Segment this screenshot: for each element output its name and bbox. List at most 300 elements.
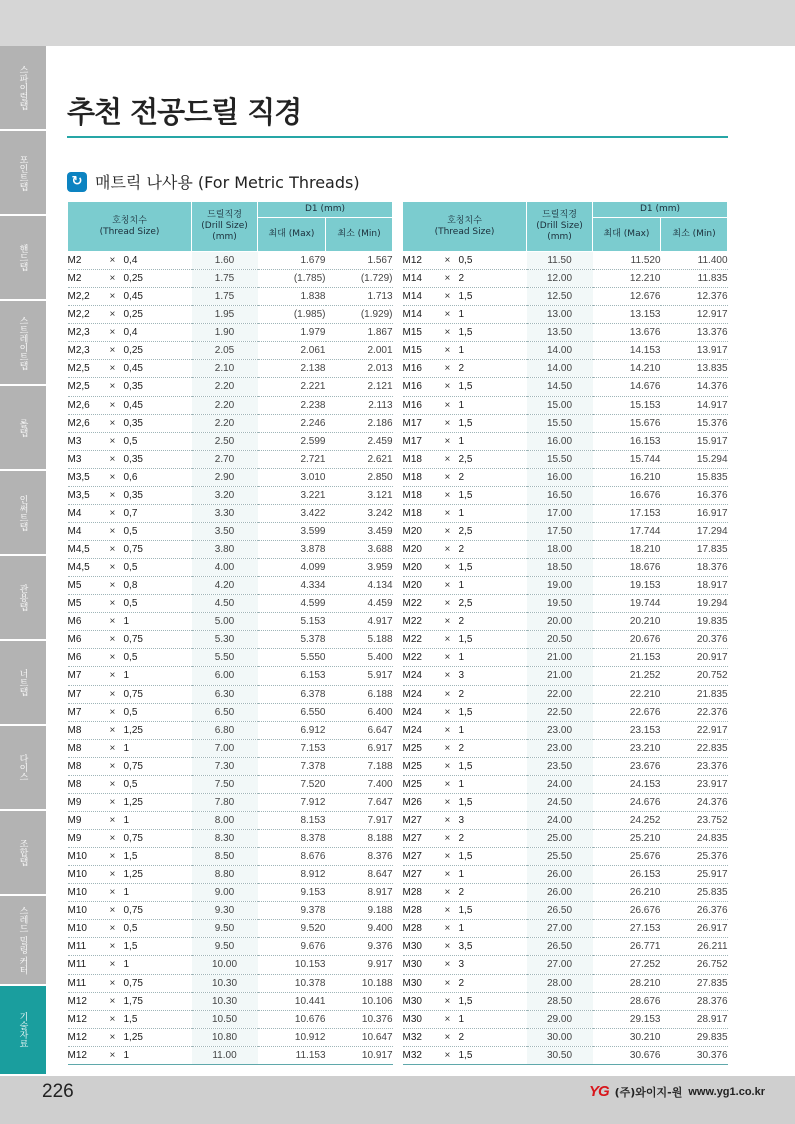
header-thread-size: 호칭치수 (Thread Size) (403, 202, 527, 252)
thread-size-cell (403, 414, 527, 432)
table-row (403, 1028, 728, 1046)
d1-max-cell: 13.676 (593, 324, 661, 342)
d1-min-cell: 19.835 (661, 613, 728, 631)
thread-diameter: M24 (402, 706, 422, 718)
table-row (68, 306, 393, 324)
table-row (68, 468, 393, 486)
table-row (68, 613, 393, 631)
thread-diameter: M7 (67, 706, 82, 718)
drill-size-cell: 15.50 (527, 450, 593, 468)
table-row (403, 793, 728, 811)
times-symbol: × (109, 598, 116, 610)
thread-pitch: 1,5 (458, 291, 473, 303)
thread-diameter: M25 (402, 760, 422, 772)
side-tab-point[interactable] (0, 131, 46, 216)
table-row (68, 811, 393, 829)
thread-pitch: 1,5 (458, 562, 473, 574)
times-symbol: × (109, 959, 116, 971)
thread-size-cell (68, 342, 192, 360)
d1-max-cell: 2.721 (258, 450, 326, 468)
times-symbol: × (444, 652, 451, 664)
thread-size-cell (68, 468, 192, 486)
thread-size-cell (403, 685, 527, 703)
d1-max-cell: 14.153 (593, 342, 661, 360)
d1-max-cell: 25.676 (593, 848, 661, 866)
times-symbol: × (444, 309, 451, 321)
d1-max-cell: 23.676 (593, 757, 661, 775)
table-row (68, 1046, 393, 1064)
d1-min-cell: 24.835 (661, 830, 728, 848)
thread-pitch: 0,5 (458, 255, 473, 267)
d1-max-cell: 2.221 (258, 378, 326, 396)
d1-max-cell: 16.210 (593, 468, 661, 486)
thread-pitch: 1 (458, 345, 465, 357)
drill-size-cell: 15.50 (527, 414, 593, 432)
drill-size-cell: 6.30 (192, 685, 258, 703)
side-tab-thread-mill[interactable] (0, 896, 46, 986)
thread-pitch: 1,5 (123, 941, 138, 953)
d1-min-cell: 12.917 (661, 306, 728, 324)
side-tab-combination[interactable] (0, 811, 46, 896)
d1-min-cell: 10.188 (326, 974, 393, 992)
thread-pitch: 1,5 (458, 489, 473, 501)
thread-size-cell (68, 360, 192, 378)
d1-min-cell: 25.835 (661, 884, 728, 902)
table-row (68, 342, 393, 360)
d1-max-cell: 3.422 (258, 504, 326, 522)
thread-pitch: 2,5 (458, 453, 473, 465)
thread-diameter: M6 (67, 634, 82, 646)
times-symbol: × (444, 399, 451, 411)
page-title: 추천 전공드릴 직경 (67, 95, 302, 129)
drill-size-cell: 28.00 (527, 974, 593, 992)
d1-min-cell: 16.376 (661, 486, 728, 504)
thread-size-cell (403, 775, 527, 793)
thread-pitch: 2 (458, 688, 465, 700)
drill-size-cell: 2.50 (192, 432, 258, 450)
d1-min-cell: 24.376 (661, 793, 728, 811)
thread-size-cell (68, 848, 192, 866)
times-symbol: × (444, 869, 451, 881)
thread-pitch: 1 (458, 652, 465, 664)
thread-diameter: M30 (402, 959, 422, 971)
d1-max-cell: 12.676 (593, 288, 661, 306)
thread-pitch: 2 (458, 833, 465, 845)
side-tab-nut[interactable] (0, 641, 46, 726)
table-row (403, 775, 728, 793)
times-symbol: × (109, 616, 116, 628)
thread-pitch: 1 (458, 923, 465, 935)
thread-diameter: M4,5 (67, 544, 90, 556)
drill-size-cell: 27.00 (527, 956, 593, 974)
drill-size-cell: 8.50 (192, 848, 258, 866)
d1-max-cell: 10.378 (258, 974, 326, 992)
thread-size-cell (403, 613, 527, 631)
times-symbol: × (444, 327, 451, 339)
d1-max-cell: 26.153 (593, 866, 661, 884)
d1-min-cell: 18.917 (661, 577, 728, 595)
drill-size-cell: 23.00 (527, 739, 593, 757)
thread-size-cell (68, 306, 192, 324)
times-symbol: × (109, 634, 116, 646)
d1-max-cell: 26.210 (593, 884, 661, 902)
d1-max-cell: 22.676 (593, 703, 661, 721)
drill-size-cell: 4.00 (192, 559, 258, 577)
thread-diameter: M20 (402, 562, 422, 574)
table-row (403, 595, 728, 613)
company-url[interactable]: www.yg1.co.kr (688, 1085, 765, 1098)
thread-size-cell (403, 739, 527, 757)
times-symbol: × (444, 471, 451, 483)
table-row (68, 360, 393, 378)
drill-size-cell: 18.50 (527, 559, 593, 577)
d1-max-cell: 15.676 (593, 414, 661, 432)
drill-size-cell: 9.50 (192, 938, 258, 956)
d1-min-cell: 13.376 (661, 324, 728, 342)
times-symbol: × (109, 580, 116, 592)
thread-size-cell (68, 577, 192, 595)
drill-size-cell: 9.50 (192, 920, 258, 938)
drill-size-cell: 17.50 (527, 522, 593, 540)
thread-pitch: 0,25 (123, 345, 143, 357)
d1-min-cell: 11.400 (661, 252, 728, 270)
drill-size-cell: 8.00 (192, 811, 258, 829)
table-row (403, 522, 728, 540)
d1-min-cell: 15.376 (661, 414, 728, 432)
thread-size-cell (68, 522, 192, 540)
d1-max-cell: 26.676 (593, 902, 661, 920)
table-row (403, 541, 728, 559)
thread-diameter: M10 (67, 887, 87, 899)
thread-diameter: M25 (402, 742, 422, 754)
section-title: 매트릭 나사용 (For Metric Threads) (95, 173, 360, 192)
thread-diameter: M22 (402, 616, 422, 628)
times-symbol: × (444, 255, 451, 267)
drill-size-cell: 5.50 (192, 649, 258, 667)
brand-footer (589, 1083, 765, 1100)
thread-size-cell (68, 811, 192, 829)
thread-diameter: M4 (67, 507, 82, 519)
thread-size-cell (68, 739, 192, 757)
thread-diameter: M28 (402, 905, 422, 917)
thread-size-cell (403, 468, 527, 486)
thread-size-cell (68, 450, 192, 468)
side-tab-pipe[interactable] (0, 556, 46, 641)
table-row (403, 378, 728, 396)
drill-size-cell: 13.00 (527, 306, 593, 324)
thread-size-cell (68, 1010, 192, 1028)
thread-diameter: M7 (67, 670, 82, 682)
drill-size-cell: 25.50 (527, 848, 593, 866)
drill-size-cell: 16.00 (527, 432, 593, 450)
table-row (68, 396, 393, 414)
table-row (403, 902, 728, 920)
drill-size-cell: 2.20 (192, 396, 258, 414)
drill-size-cell: 22.00 (527, 685, 593, 703)
thread-diameter: M16 (402, 399, 422, 411)
drill-size-cell: 19.50 (527, 595, 593, 613)
thread-pitch: 0,45 (123, 291, 143, 303)
thread-diameter: M10 (67, 905, 87, 917)
d1-max-cell: 24.153 (593, 775, 661, 793)
header-max: 최대 (Max) (258, 218, 326, 252)
thread-size-cell (68, 396, 192, 414)
d1-min-cell: (1.729) (326, 270, 393, 288)
times-symbol: × (109, 1031, 116, 1043)
thread-pitch: 2 (458, 273, 465, 285)
thread-diameter: M14 (402, 291, 422, 303)
thread-size-cell (403, 486, 527, 504)
table-row (403, 830, 728, 848)
d1-min-cell: 3.459 (326, 522, 393, 540)
d1-max-cell: 24.252 (593, 811, 661, 829)
times-symbol: × (444, 778, 451, 790)
d1-min-cell: 2.850 (326, 468, 393, 486)
d1-max-cell: 18.676 (593, 559, 661, 577)
d1-min-cell: 23.917 (661, 775, 728, 793)
d1-max-cell: 11.153 (258, 1046, 326, 1064)
thread-diameter: M22 (402, 652, 422, 664)
d1-min-cell: 15.835 (661, 468, 728, 486)
d1-max-cell: 23.153 (593, 721, 661, 739)
thread-diameter: M18 (402, 507, 422, 519)
d1-min-cell: 1.867 (326, 324, 393, 342)
drill-size-cell: 22.50 (527, 703, 593, 721)
d1-min-cell: 27.835 (661, 974, 728, 992)
d1-max-cell: 10.441 (258, 992, 326, 1010)
side-tab-straight[interactable] (0, 301, 46, 386)
thread-size-cell (68, 938, 192, 956)
side-tab-roll[interactable] (0, 386, 46, 471)
drill-size-cell: 1.75 (192, 288, 258, 306)
table-row (68, 848, 393, 866)
thread-diameter: M24 (402, 688, 422, 700)
thread-pitch: 1,25 (123, 796, 143, 808)
d1-max-cell: 9.153 (258, 884, 326, 902)
d1-max-cell: 6.912 (258, 721, 326, 739)
times-symbol: × (444, 724, 451, 736)
thread-diameter: M24 (402, 670, 422, 682)
thread-diameter: M15 (402, 345, 422, 357)
d1-max-cell: 15.744 (593, 450, 661, 468)
table-row (68, 902, 393, 920)
times-symbol: × (109, 887, 116, 899)
thread-size-cell (68, 974, 192, 992)
thread-pitch: 3 (458, 959, 465, 971)
thread-diameter: M6 (67, 616, 82, 628)
thread-diameter: M16 (402, 381, 422, 393)
times-symbol: × (444, 1049, 451, 1061)
table-row (403, 486, 728, 504)
thread-diameter: M22 (402, 598, 422, 610)
d1-min-cell: 5.400 (326, 649, 393, 667)
d1-max-cell: (1.985) (258, 306, 326, 324)
times-symbol: × (444, 977, 451, 989)
side-tab-nav (0, 46, 46, 1076)
times-symbol: × (444, 525, 451, 537)
d1-max-cell: 7.912 (258, 793, 326, 811)
drill-size-cell: 30.00 (527, 1028, 593, 1046)
drill-size-cell: 1.60 (192, 252, 258, 270)
d1-max-cell: 8.912 (258, 866, 326, 884)
table-row (403, 920, 728, 938)
times-symbol: × (109, 273, 116, 285)
table-row (68, 577, 393, 595)
d1-max-cell: (1.785) (258, 270, 326, 288)
table-row (403, 866, 728, 884)
drill-size-cell: 12.50 (527, 288, 593, 306)
side-tab-insert[interactable] (0, 471, 46, 556)
thread-diameter: M32 (402, 1031, 422, 1043)
table-row (403, 360, 728, 378)
thread-pitch: 0,75 (123, 833, 143, 845)
times-symbol: × (109, 453, 116, 465)
thread-size-cell (68, 667, 192, 685)
thread-size-cell (68, 992, 192, 1010)
thread-pitch: 3 (458, 670, 465, 682)
thread-diameter: M16 (402, 363, 422, 375)
drill-size-cell: 7.50 (192, 775, 258, 793)
table-row (68, 504, 393, 522)
table-row (403, 992, 728, 1010)
table-row (68, 1028, 393, 1046)
table-row (68, 992, 393, 1010)
thread-diameter: M30 (402, 995, 422, 1007)
d1-max-cell: 6.550 (258, 703, 326, 721)
thread-size-cell (68, 793, 192, 811)
d1-max-cell: 18.210 (593, 541, 661, 559)
thread-size-cell (403, 757, 527, 775)
table-row (68, 721, 393, 739)
thread-size-cell (403, 992, 527, 1010)
drill-size-cell: 14.00 (527, 360, 593, 378)
times-symbol: × (109, 435, 116, 447)
d1-min-cell: 3.959 (326, 559, 393, 577)
thread-pitch: 0,45 (123, 399, 143, 411)
thread-diameter: M28 (402, 887, 422, 899)
company-logo: YG (588, 1083, 609, 1100)
times-symbol: × (109, 345, 116, 357)
times-symbol: × (444, 814, 451, 826)
table-row (403, 938, 728, 956)
thread-size-cell (403, 830, 527, 848)
times-symbol: × (109, 905, 116, 917)
thread-size-cell (68, 613, 192, 631)
thread-size-cell (403, 884, 527, 902)
d1-min-cell: 9.188 (326, 902, 393, 920)
table-row (403, 703, 728, 721)
thread-size-cell (68, 1046, 192, 1064)
thread-size-cell (68, 324, 192, 342)
thread-diameter: M18 (402, 489, 422, 501)
table-row (68, 450, 393, 468)
d1-min-cell: 6.400 (326, 703, 393, 721)
drill-size-cell: 16.50 (527, 486, 593, 504)
thread-size-cell (403, 974, 527, 992)
table-row (403, 577, 728, 595)
table-row (403, 884, 728, 902)
d1-min-cell: 7.647 (326, 793, 393, 811)
times-symbol: × (444, 634, 451, 646)
times-symbol: × (109, 381, 116, 393)
table-row (403, 396, 728, 414)
times-symbol: × (109, 327, 116, 339)
thread-size-cell (403, 360, 527, 378)
drill-size-cell: 9.00 (192, 884, 258, 902)
d1-min-cell: 8.917 (326, 884, 393, 902)
d1-max-cell: 20.210 (593, 613, 661, 631)
d1-max-cell: 16.676 (593, 486, 661, 504)
drill-size-cell: 4.20 (192, 577, 258, 595)
times-symbol: × (444, 580, 451, 592)
thread-size-cell (403, 649, 527, 667)
drill-size-cell: 1.90 (192, 324, 258, 342)
table-row (68, 830, 393, 848)
times-symbol: × (444, 381, 451, 393)
thread-diameter: M8 (67, 724, 82, 736)
thread-size-cell (403, 631, 527, 649)
thread-pitch: 0,7 (123, 507, 138, 519)
thread-pitch: 3 (458, 814, 465, 826)
d1-max-cell: 4.334 (258, 577, 326, 595)
thread-diameter: M9 (67, 833, 82, 845)
thread-diameter: M15 (402, 327, 422, 339)
d1-min-cell: 20.752 (661, 667, 728, 685)
table-row (403, 739, 728, 757)
drill-size-cell: 23.00 (527, 721, 593, 739)
drill-size-cell: 26.00 (527, 884, 593, 902)
table-row (68, 938, 393, 956)
side-tab-technical[interactable] (0, 986, 46, 1076)
thread-diameter: M22 (402, 634, 422, 646)
times-symbol: × (444, 453, 451, 465)
drill-size-table-right (402, 201, 728, 1065)
side-tab-label: 스파이럴탭 (17, 65, 28, 110)
thread-diameter: M10 (67, 869, 87, 881)
thread-pitch: 1,75 (123, 995, 143, 1007)
thread-size-cell (403, 342, 527, 360)
title-rule (67, 136, 728, 138)
drill-size-cell: 2.90 (192, 468, 258, 486)
thread-size-cell (68, 631, 192, 649)
d1-min-cell: 25.376 (661, 848, 728, 866)
thread-diameter: M12 (67, 1049, 87, 1061)
table-row (403, 667, 728, 685)
times-symbol: × (444, 363, 451, 375)
d1-min-cell: 19.294 (661, 595, 728, 613)
times-symbol: × (109, 688, 116, 700)
thread-diameter: M14 (402, 273, 422, 285)
side-tab-dies[interactable] (0, 726, 46, 811)
drill-size-cell: 10.00 (192, 956, 258, 974)
table-row (68, 486, 393, 504)
thread-pitch: 1,5 (458, 760, 473, 772)
times-symbol: × (109, 291, 116, 303)
header-d1: D1 (mm) (258, 202, 393, 218)
d1-max-cell: 26.771 (593, 938, 661, 956)
times-symbol: × (109, 417, 116, 429)
thread-size-cell (68, 252, 192, 270)
thread-pitch: 0,6 (123, 471, 138, 483)
times-symbol: × (109, 507, 116, 519)
drill-size-cell: 21.00 (527, 667, 593, 685)
d1-max-cell: 3.599 (258, 522, 326, 540)
side-tab-hand[interactable] (0, 216, 46, 301)
d1-min-cell: 22.376 (661, 703, 728, 721)
table-row (68, 703, 393, 721)
d1-max-cell: 30.676 (593, 1046, 661, 1064)
side-tab-spiral[interactable] (0, 46, 46, 131)
